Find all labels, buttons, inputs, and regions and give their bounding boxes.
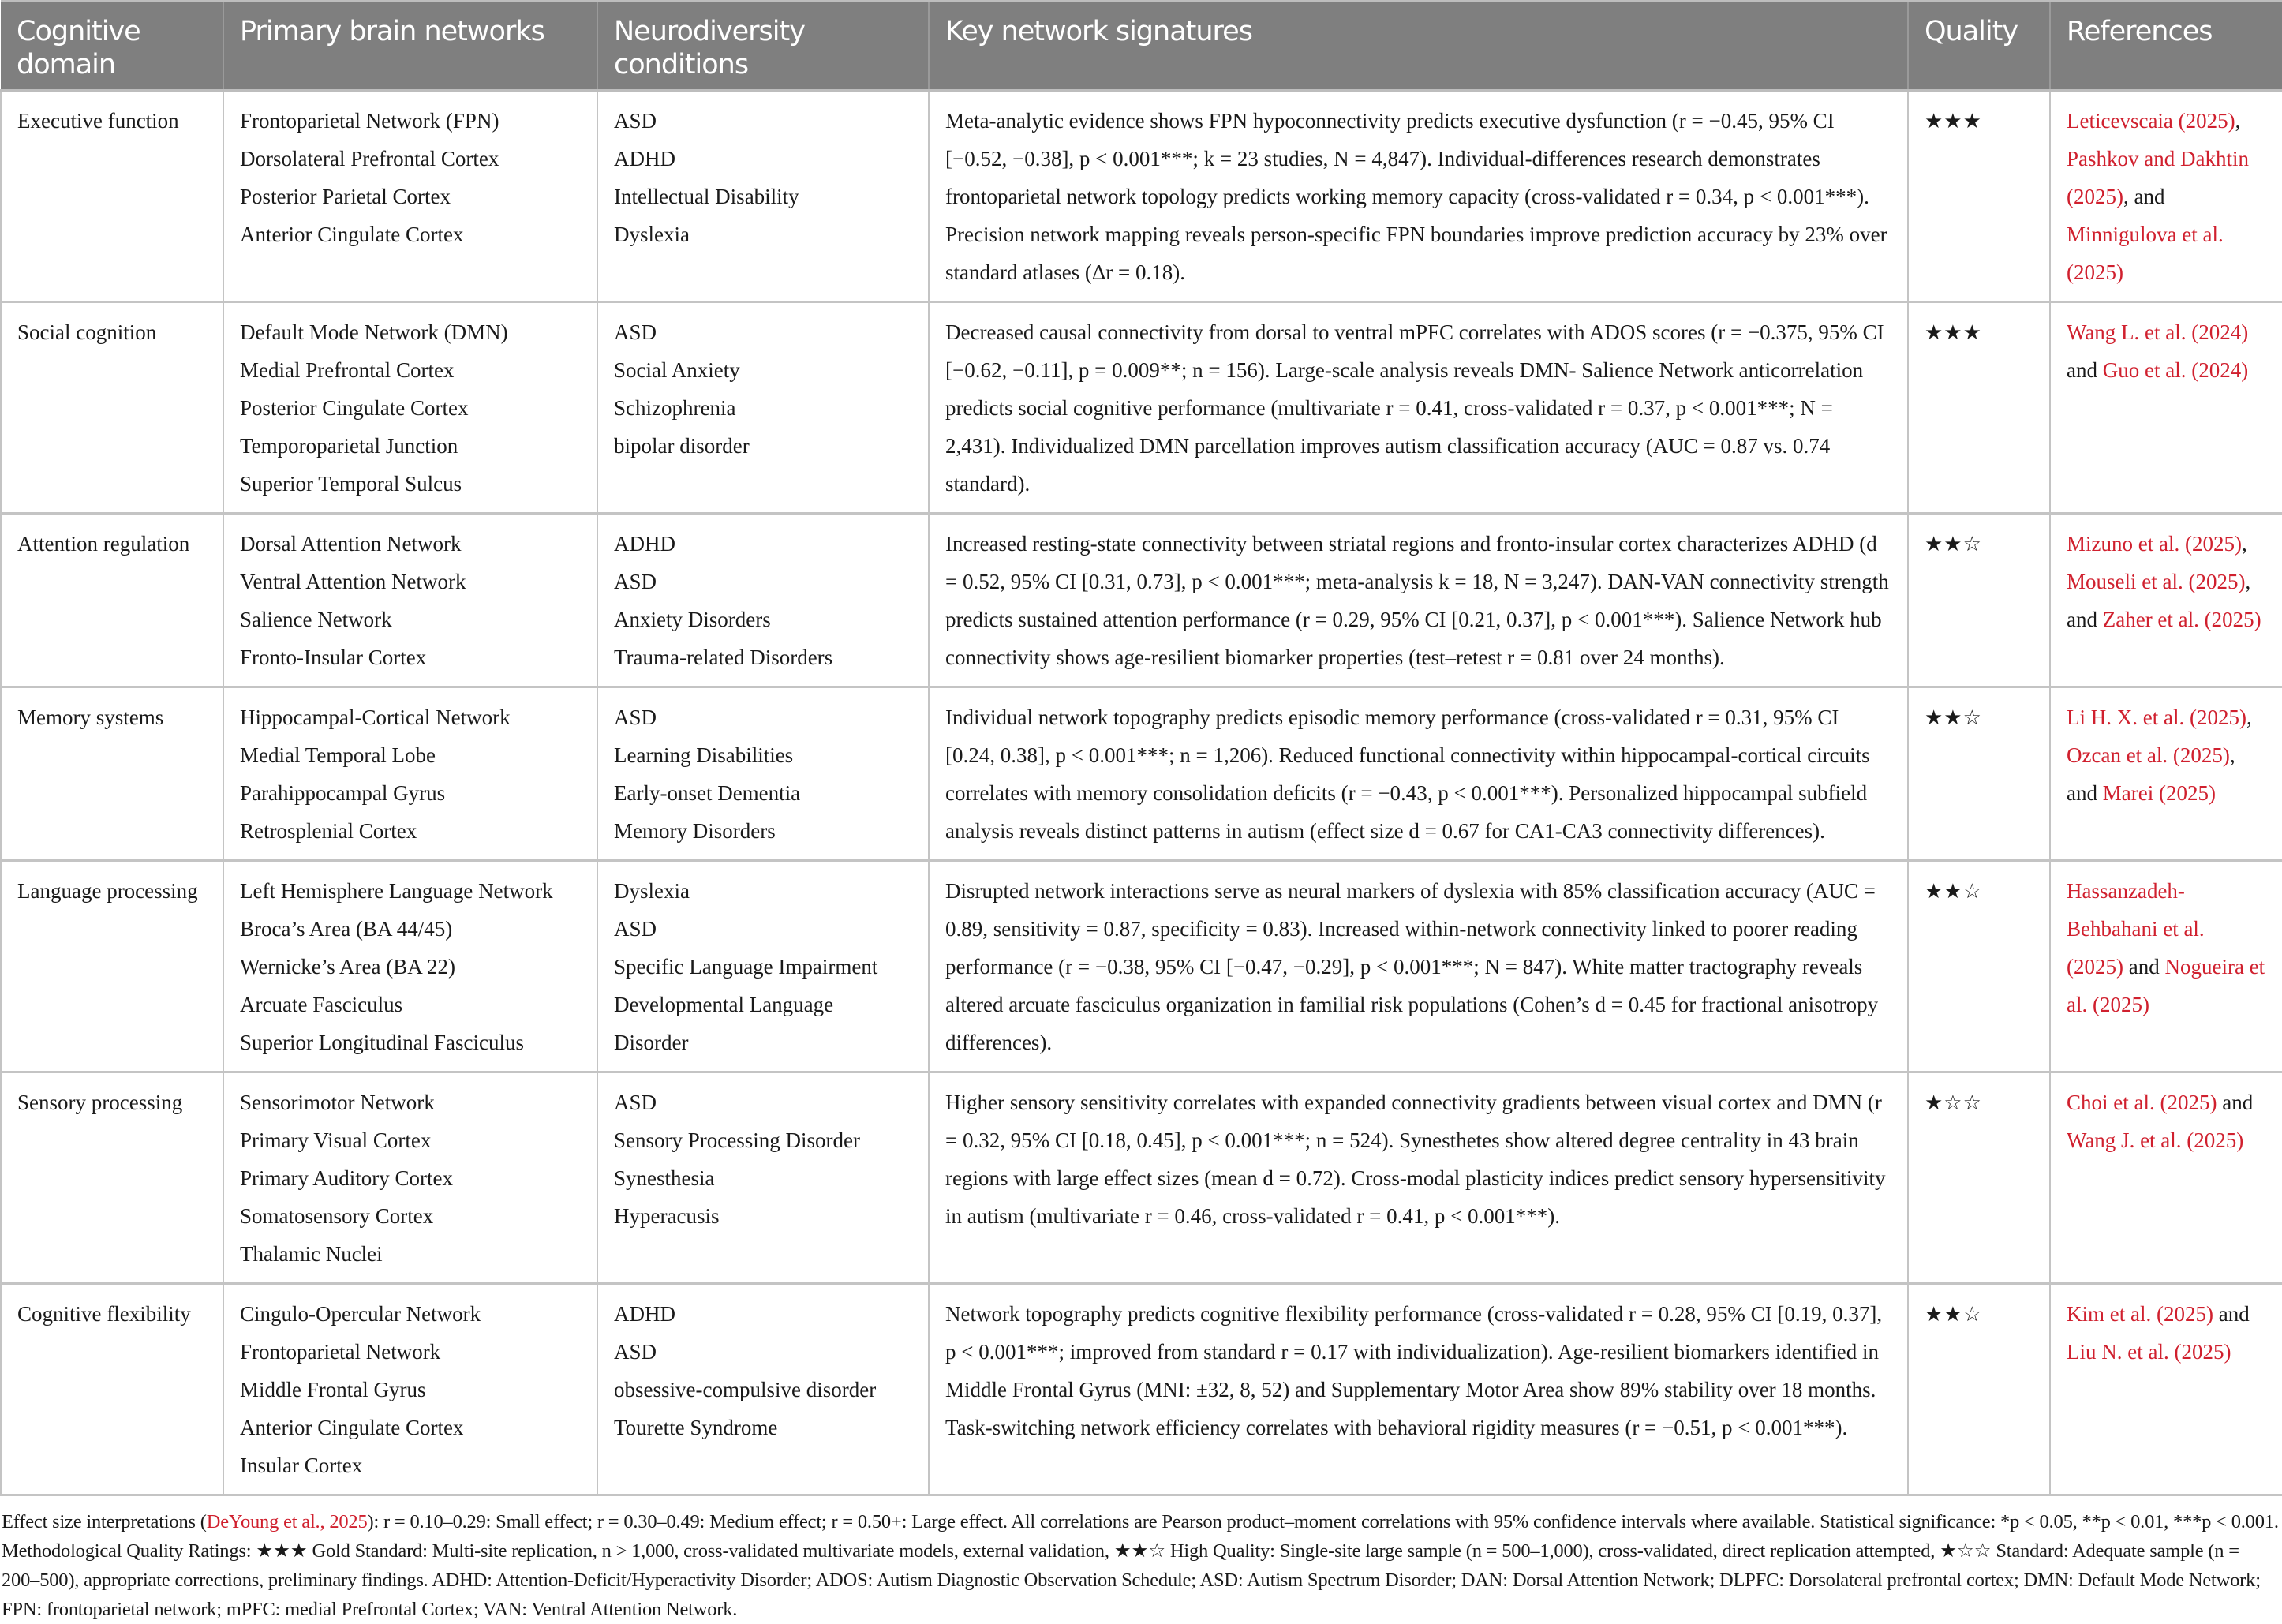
cell-neurodiversity-conditions — [597, 91, 929, 302]
signature-text: Disrupted network interactions serve as neural markers of dyslexia with 85% classification accuracy (AUC = 0.89, sensitivity = 0.87, specificity = 0.83). Increased within-network connectivity linked to poorer reading performance (r = −0.38, 95% CI [−0.47, −0.29], p < 0.001***; N = 847). White matter tractography reveals altered arcuate fasciculus organization in familial risk populations (Cohen’s d = 0.45 for fractional anisotropy differences). — [945, 879, 1879, 1054]
cell-neurodiversity-conditions — [597, 1284, 929, 1495]
network-item: Ventral Attention Network — [240, 570, 466, 593]
reference-link[interactable]: Choi et al. (2025) — [2067, 1091, 2217, 1114]
signature-text: Higher sensory sensitivity correlates with expanded connectivity gradients between visual cortex and DMN (r = 0.32, 95% CI [0.18, 0.45], p < 0.001***; n = 524). Synesthetes show altered degree centrality in 43 brain regions with large effect sizes (mean d = 0.72). Cross-modal plasticity indices predict sensory hypersensitivity in autism (multivariate r = 0.46, cross-validated r = 0.41, p < 0.001***). — [945, 1091, 1886, 1228]
header-references: References — [2050, 2, 2282, 91]
condition-item: Sensory Processing Disorder — [614, 1128, 860, 1152]
network-item: Primary Visual Cortex — [240, 1128, 432, 1152]
cell-quality — [1908, 1072, 2050, 1284]
table-row — [1, 1284, 2282, 1495]
header-cognitive-domain: Cognitive domain — [1, 2, 223, 91]
network-item: Salience Network — [240, 608, 392, 631]
footnote-text: ): r = 0.10–0.29: Small effect; r = 0.30–0.49: Medium effect; r = 0.50+: Large effect. All correlations are Pearson product–moment correlations with 95% confidence intervals where available. Statistical significance: *p < 0.05, **p < 0.01, ***p < 0.001. Methodological Quality Ratings: ★★★ Gold Standard: Multi-site replication, n > 1,000, cross-validated multivariate models, external validation, ★★☆ High Quality: Single-site large sample (n = 500–1,000), cross-validated, direct replication attempted, ★☆☆ Standard: Adequate sample (n = 200–500), appropriate corrections, preliminary findings. ADHD: Attention-Deficit/Hyperactivity Disorder; ADOS: Autism Diagnostic Observation Schedule; ASD: Autism Spectrum Disorder; DAN: Dorsal Attention Network; DLPFC: Dorsolateral prefrontal cortex; DMN: Default Mode Network; FPN: frontoparietal network; mPFC: medial Prefrontal Cortex; VAN: Ventral Attention Network. — [2, 1511, 2279, 1620]
reference-link[interactable]: Leticevscaia (2025) — [2067, 109, 2235, 133]
signature-text: Network topography predicts cognitive flexibility performance (cross-validated r = 0.28, 95% CI [0.19, 0.37], p < 0.001***; improved from standard r = 0.17 with individualization). Age-resilient biomarkers identified in Middle Frontal Gyrus (MNI: ±32, 8, 52) and Supplementary Motor Area show 89% stability over 18 months. Task-switching network efficiency correlates with behavioral rigidity measures (r = −0.51, p < 0.001***). — [945, 1302, 1883, 1439]
condition-item: Social Anxiety — [614, 358, 740, 382]
footnote-citation-link[interactable]: DeYoung et al., 2025 — [206, 1511, 368, 1532]
star-rating-icon: ★★☆ — [1925, 1303, 1982, 1327]
cell-quality — [1908, 687, 2050, 861]
domain-label: Executive function — [17, 109, 179, 133]
table-footnote — [0, 1496, 2282, 1624]
reference-link[interactable]: Nogueira et al. (2025) — [2067, 955, 2265, 1016]
cell-cognitive-domain — [1, 514, 223, 687]
network-item: Middle Frontal Gyrus — [240, 1378, 426, 1401]
cell-references — [2050, 514, 2282, 687]
reference-link[interactable]: Zaher et al. (2025) — [2102, 608, 2261, 631]
header-key-network-signatures: Key network signatures — [929, 2, 1908, 91]
cell-cognitive-domain — [1, 91, 223, 302]
reference-link[interactable]: Hassanzadeh-Behbahani et al. (2025) — [2067, 879, 2205, 979]
condition-item: Hyperacusis — [614, 1204, 720, 1228]
network-item: Insular Cortex — [240, 1454, 363, 1477]
star-rating-icon: ★★★ — [1925, 321, 1982, 345]
network-item: Frontoparietal Network (FPN) — [240, 109, 499, 133]
network-item: Anterior Cingulate Cortex — [240, 223, 464, 246]
network-item: Anterior Cingulate Cortex — [240, 1416, 464, 1439]
condition-item: ASD — [614, 570, 657, 593]
reference-separator: and — [2067, 358, 2103, 382]
condition-item: ASD — [614, 1340, 657, 1364]
cell-references — [2050, 687, 2282, 861]
network-item: Retrosplenial Cortex — [240, 819, 417, 843]
reference-link[interactable]: Guo et al. (2024) — [2102, 358, 2249, 382]
signature-text: Meta-analytic evidence shows FPN hypoconnectivity predicts executive dysfunction (r = −0.45, 95% CI [−0.52, −0.38], p < 0.001***; k = 23 studies, N = 4,847). Individual-differences research demonstrates frontoparietal network topology predicts working memory capacity (cross-validated r = 0.34, p < 0.001***). Precision network mapping reveals person-specific FPN boundaries improve prediction accuracy by 23% over standard atlases (Δr = 0.18). — [945, 109, 1887, 284]
reference-separator: and — [2123, 955, 2165, 979]
cell-references — [2050, 1072, 2282, 1284]
reference-separator: and — [2217, 1091, 2254, 1114]
header-quality: Quality — [1908, 2, 2050, 91]
cell-quality — [1908, 91, 2050, 302]
cell-cognitive-domain — [1, 302, 223, 514]
condition-item: obsessive-compulsive disorder — [614, 1378, 877, 1401]
reference-separator: and — [2213, 1302, 2250, 1326]
cell-neurodiversity-conditions — [597, 1072, 929, 1284]
star-rating-icon: ★☆☆ — [1925, 1091, 1982, 1115]
network-item: Superior Longitudinal Fasciculus — [240, 1031, 524, 1054]
condition-item: Synesthesia — [614, 1166, 715, 1190]
network-item: Posterior Cingulate Cortex — [240, 396, 469, 420]
condition-item: Trauma-related Disorders — [614, 645, 833, 669]
reference-link[interactable]: Wang L. et al. (2024) — [2067, 320, 2249, 344]
condition-item: bipolar disorder — [614, 434, 750, 458]
network-item: Temporoparietal Junction — [240, 434, 458, 458]
cell-primary-brain-networks — [223, 514, 597, 687]
network-item: Somatosensory Cortex — [240, 1204, 434, 1228]
footnote-prefix: Effect size interpretations ( — [2, 1511, 207, 1532]
cell-primary-brain-networks — [223, 861, 597, 1072]
condition-item: Memory Disorders — [614, 819, 776, 843]
table-row — [1, 302, 2282, 514]
network-item: Frontoparietal Network — [240, 1340, 441, 1364]
network-item: Fronto-Insular Cortex — [240, 645, 427, 669]
table-row — [1, 687, 2282, 861]
condition-item: Learning Disabilities — [614, 743, 794, 767]
reference-separator: , and — [2067, 570, 2251, 631]
reference-link[interactable]: Liu N. et al. (2025) — [2067, 1340, 2231, 1364]
condition-item: ASD — [614, 917, 657, 941]
domain-label: Attention regulation — [17, 532, 190, 556]
domain-label: Social cognition — [17, 320, 157, 344]
cell-cognitive-domain — [1, 861, 223, 1072]
condition-item: Tourette Syndrome — [614, 1416, 778, 1439]
domain-label: Sensory processing — [17, 1091, 183, 1114]
condition-item: ASD — [614, 109, 657, 133]
signature-text: Decreased causal connectivity from dorsal to ventral mPFC correlates with ADOS scores (r = −0.375, 95% CI [−0.62, −0.11], p = 0.009**; n = 156). Large-scale analysis reveals DMN- Salience Network anticorrelation predicts social cognitive performance (multivariate r = 0.41, cross-validated r = 0.37, p < 0.001***; N = 2,431). Individualized DMN parcellation improves autism classification accuracy (AUC = 0.87 vs. 0.74 standard). — [945, 320, 1884, 496]
table-row — [1, 1072, 2282, 1284]
signature-text: Increased resting-state connectivity between striatal regions and fronto-insular cortex characterizes ADHD (d = 0.52, 95% CI [0.31, 0.73], p < 0.001***; meta-analysis k = 18, N = 3,247). DAN-VAN connectivity strength predicts sustained attention performance (r = 0.29, 95% CI [0.21, 0.37], p < 0.001***). Salience Network hub connectivity shows age-resilient biomarker properties (test–retest r = 0.81 over 24 months). — [945, 532, 1889, 669]
network-item: Default Mode Network (DMN) — [240, 320, 508, 344]
reference-link[interactable]: Pashkov and Dakhtin (2025) — [2067, 147, 2249, 208]
cell-primary-brain-networks — [223, 302, 597, 514]
reference-link[interactable]: Ozcan et al. (2025) — [2067, 743, 2230, 767]
condition-item: ASD — [614, 1091, 657, 1114]
reference-separator: , and — [2123, 185, 2165, 208]
cell-neurodiversity-conditions — [597, 302, 929, 514]
star-rating-icon: ★★☆ — [1925, 880, 1982, 904]
condition-item: ADHD — [614, 532, 675, 556]
header-neurodiversity-conditions: Neurodiversity conditions — [597, 2, 929, 91]
star-rating-icon: ★★☆ — [1925, 533, 1982, 556]
domain-label: Cognitive flexibility — [17, 1302, 191, 1326]
condition-item: ADHD — [614, 147, 675, 170]
cell-key-network-signatures — [929, 1072, 1908, 1284]
table-body — [1, 91, 2282, 1495]
network-item: Cingulo-Opercular Network — [240, 1302, 481, 1326]
cell-key-network-signatures — [929, 861, 1908, 1072]
reference-separator: , — [2235, 109, 2241, 133]
condition-item: ADHD — [614, 1302, 675, 1326]
table-header-row — [1, 2, 2282, 91]
cell-key-network-signatures — [929, 302, 1908, 514]
reference-link[interactable]: Mouseli et al. (2025) — [2067, 570, 2246, 593]
condition-item: Dyslexia — [614, 223, 690, 246]
cell-references — [2050, 302, 2282, 514]
network-item: Primary Auditory Cortex — [240, 1166, 453, 1190]
header-primary-brain-networks: Primary brain networks — [223, 2, 597, 91]
reference-separator: , — [2241, 532, 2247, 556]
domain-label: Memory systems — [17, 705, 164, 729]
reference-link[interactable]: Wang J. et al. (2025) — [2067, 1128, 2244, 1152]
network-item: Thalamic Nuclei — [240, 1242, 383, 1266]
network-item: Hippocampal-Cortical Network — [240, 705, 511, 729]
network-item: Parahippocampal Gyrus — [240, 781, 446, 805]
cell-primary-brain-networks — [223, 687, 597, 861]
cell-quality — [1908, 514, 2050, 687]
network-item: Dorsolateral Prefrontal Cortex — [240, 147, 499, 170]
reference-link[interactable]: Minnigulova et al. (2025) — [2067, 223, 2224, 284]
condition-item: Schizophrenia — [614, 396, 736, 420]
condition-item: Intellectual Disability — [614, 185, 799, 208]
cell-primary-brain-networks — [223, 91, 597, 302]
cell-references — [2050, 1284, 2282, 1495]
cell-key-network-signatures — [929, 91, 1908, 302]
condition-item: Anxiety Disorders — [614, 608, 771, 631]
cell-neurodiversity-conditions — [597, 687, 929, 861]
network-item: Left Hemisphere Language Network — [240, 879, 553, 903]
table-row — [1, 514, 2282, 687]
network-item: Medial Prefrontal Cortex — [240, 358, 455, 382]
cell-key-network-signatures — [929, 1284, 1908, 1495]
cell-primary-brain-networks — [223, 1072, 597, 1284]
network-item: Medial Temporal Lobe — [240, 743, 436, 767]
cell-neurodiversity-conditions — [597, 861, 929, 1072]
condition-item: Specific Language Impairment — [614, 955, 878, 979]
condition-item: ASD — [614, 320, 657, 344]
network-item: Arcuate Fasciculus — [240, 993, 403, 1016]
cell-cognitive-domain — [1, 1284, 223, 1495]
reference-link[interactable]: Li H. X. et al. (2025) — [2067, 705, 2246, 729]
cell-quality — [1908, 861, 2050, 1072]
reference-link[interactable]: Mizuno et al. (2025) — [2067, 532, 2242, 556]
network-item: Posterior Parietal Cortex — [240, 185, 451, 208]
network-item: Sensorimotor Network — [240, 1091, 435, 1114]
cell-cognitive-domain — [1, 1072, 223, 1284]
condition-item: Dyslexia — [614, 879, 690, 903]
network-item: Dorsal Attention Network — [240, 532, 462, 556]
star-rating-icon: ★★☆ — [1925, 706, 1982, 730]
reference-separator: , and — [2067, 743, 2235, 805]
condition-item: Developmental Language Disorder — [614, 993, 834, 1054]
star-rating-icon: ★★★ — [1925, 110, 1982, 133]
cell-references — [2050, 91, 2282, 302]
table-row — [1, 91, 2282, 302]
cell-primary-brain-networks — [223, 1284, 597, 1495]
cell-cognitive-domain — [1, 687, 223, 861]
network-item: Wernicke’s Area (BA 22) — [240, 955, 455, 979]
cell-quality — [1908, 1284, 2050, 1495]
cell-key-network-signatures — [929, 687, 1908, 861]
reference-link[interactable]: Kim et al. (2025) — [2067, 1302, 2213, 1326]
domain-label: Language processing — [17, 879, 198, 903]
reference-link[interactable]: Marei (2025) — [2102, 781, 2216, 805]
condition-item: ASD — [614, 705, 657, 729]
signature-text: Individual network topography predicts episodic memory performance (cross-validated r = 0.31, 95% CI [0.24, 0.38], p < 0.001***; n = 1,206). Reduced functional connectivity within hippocampal-cortical circuits correlates with memory consolidation deficits (r = −0.43, p < 0.001***). Personalized hippocampal subfield analysis reveals distinct patterns in autism (effect size d = 0.67 for CA1-CA3 connectivity differences). — [945, 705, 1870, 843]
cell-quality — [1908, 302, 2050, 514]
network-item: Superior Temporal Sulcus — [240, 472, 462, 496]
cell-neurodiversity-conditions — [597, 514, 929, 687]
condition-item: Early-onset Dementia — [614, 781, 801, 805]
network-item: Broca’s Area (BA 44/45) — [240, 917, 453, 941]
cell-key-network-signatures — [929, 514, 1908, 687]
table-row — [1, 861, 2282, 1072]
cell-references — [2050, 861, 2282, 1072]
reference-separator: , — [2246, 705, 2252, 729]
